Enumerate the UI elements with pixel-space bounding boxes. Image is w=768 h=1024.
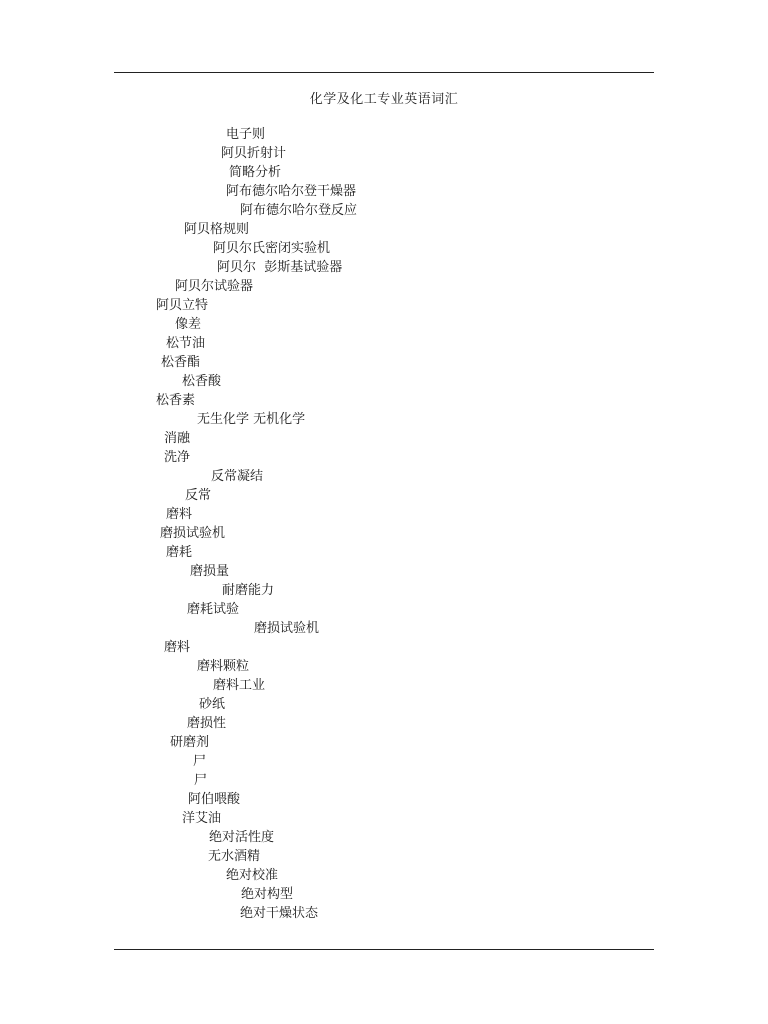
vocab-entry: 反常: [185, 488, 212, 503]
vocab-entry: 尸: [194, 773, 208, 788]
vocab-entry: 阿贝立特: [156, 298, 209, 313]
vocab-entry: 无水酒精: [208, 849, 261, 864]
vocab-entry: 消融: [164, 431, 191, 446]
vocab-entry: 磨损性: [187, 716, 227, 731]
vocab-entry: 无生化学 无机化学: [197, 412, 306, 427]
vocab-entry: 阿贝尔氏密闭实验机: [213, 241, 331, 256]
vocab-entry: 绝对构型: [241, 887, 294, 902]
vocab-entry: 阿布德尔哈尔登干燥器: [226, 184, 357, 199]
vocab-entry: 尸: [193, 754, 207, 769]
vocab-entry: 松香酯: [161, 355, 201, 370]
vocab-entry: 绝对校准: [226, 868, 279, 883]
vocab-entry: 阿贝折射计: [221, 146, 287, 161]
vocab-entry: 阿贝尔试验器: [175, 279, 254, 294]
vocab-entry: 磨料: [166, 507, 193, 522]
vocab-entry: 阿布德尔哈尔登反应: [240, 203, 358, 218]
vocab-entry: 反常凝结: [211, 469, 264, 484]
vocab-entry: 研磨剂: [170, 735, 210, 750]
vocab-entry: 阿贝格规则: [184, 222, 250, 237]
vocab-entry: 松节油: [166, 336, 206, 351]
vocab-entry: 松香酸: [182, 374, 222, 389]
vocab-entry: 磨料: [164, 640, 191, 655]
footer-rule: [114, 949, 654, 950]
vocab-entry: 洗净: [164, 450, 191, 465]
vocab-entry: 电子则: [226, 127, 266, 142]
vocab-entry: 绝对活性度: [209, 830, 275, 845]
vocab-entry: 砂纸: [199, 697, 226, 712]
vocab-entry: 阿伯喂酸: [188, 792, 241, 807]
vocab-entry: 磨耗: [166, 545, 193, 560]
vocab-entry: 松香素: [156, 393, 196, 408]
vocab-entry: 耐磨能力: [222, 583, 275, 598]
vocab-entry: 磨耗试验: [187, 602, 240, 617]
vocab-entry: 磨损量: [190, 564, 230, 579]
vocab-entry: 磨损试验机: [160, 526, 226, 541]
vocab-entry: 洋艾油: [182, 811, 222, 826]
vocab-entry: 简略分析: [229, 165, 282, 180]
vocab-entry: 磨损试验机: [254, 621, 320, 636]
vocab-entry: 阿贝尔 彭斯基试验器: [217, 260, 343, 275]
vocab-entry: 像差: [175, 317, 202, 332]
vocab-entry: 磨料工业: [213, 678, 266, 693]
vocab-entry: 磨料颗粒: [197, 659, 250, 674]
vocab-entry: 绝对干燥状态: [240, 906, 319, 921]
page-title: 化学及化工专业英语词汇: [309, 92, 459, 107]
